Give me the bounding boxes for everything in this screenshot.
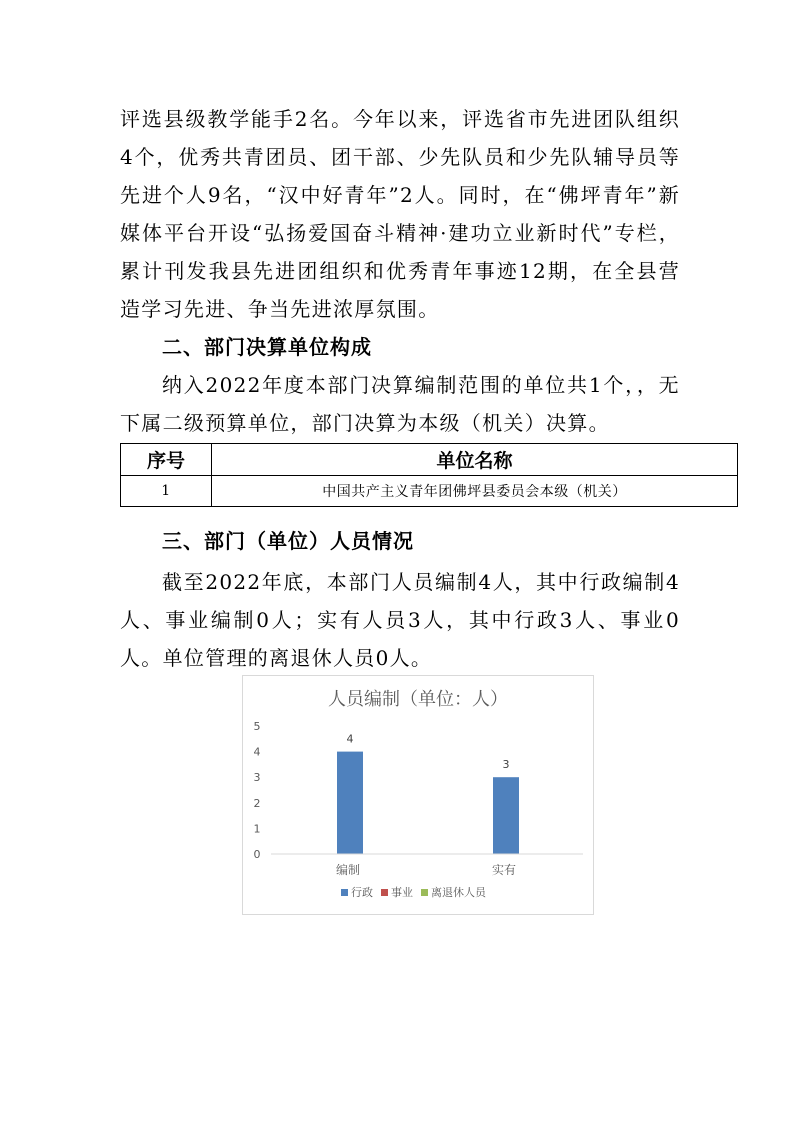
legend-swatch: [381, 889, 388, 896]
data-labels-group: [347, 733, 510, 772]
paragraph-achievements: 评选县级教学能手2名。今年以来，评选省市先进团队组织4个，优秀共青团员、团干部、少先队员和少先队辅导员等先进个人9名，“汉中好青年”2人。同时，在“佛坪青年”新媒体平台开设“弘扬爱国奋斗精神·建功立业新时代”专栏，累计刊发我县先进团组织和优秀青年事迹12期，在全县营造学习先进、争当先进浓厚氛围。: [120, 107, 680, 321]
legend-swatch: [341, 889, 348, 896]
legend-swatch: [421, 889, 428, 896]
section-heading-staff: 三、部门（单位）人员情况: [162, 529, 414, 553]
x-tick-label: 编制: [335, 863, 361, 877]
section-heading-units: 二、部门决算单位构成: [162, 335, 372, 359]
cell-unit-name: 中国共产主义青年团佛坪县委员会本级（机关）: [212, 476, 738, 507]
y-tick-label: 0: [253, 848, 261, 861]
table-row: [121, 476, 738, 507]
chart-svg: [243, 676, 593, 914]
paragraph-units: 纳入2022年度本部门决算编制范围的单位共1个，，无下属二级预算单位，部门决算为本级（机关）决算。: [120, 373, 680, 435]
legend-label: 事业: [391, 886, 413, 899]
y-tick-label: 5: [253, 720, 261, 733]
bar-行政: [493, 777, 519, 854]
y-tick-label: 3: [253, 771, 261, 785]
cell-index: 1: [121, 476, 212, 507]
legend-label: 离退休人员: [431, 886, 486, 899]
chart-legend: [341, 885, 487, 899]
header-index: 序号: [121, 444, 212, 476]
y-axis: [254, 720, 261, 861]
y-tick-label: 4: [253, 745, 261, 759]
x-tick-label: 实有: [491, 863, 517, 877]
staff-chart: [242, 675, 594, 915]
paragraph-staff: 截至2022年底，本部门人员编制4人，其中行政编制4人、事业编制0人；实有人员3人，其中行政3人、事业0人。单位管理的离退休人员0人。: [120, 570, 680, 670]
bars-group: [337, 752, 519, 854]
table-header-row: [121, 444, 738, 476]
data-label: 3: [502, 758, 510, 772]
units-table: [120, 443, 738, 507]
legend-label: 行政: [351, 886, 373, 899]
x-axis: [271, 854, 583, 877]
chart-title: 人员编制（单位：人）: [328, 689, 508, 710]
header-unit-name: 单位名称: [212, 444, 738, 476]
data-label: 4: [346, 732, 354, 746]
y-tick-label: 1: [253, 822, 261, 836]
y-tick-label: 2: [253, 796, 261, 810]
bar-行政: [337, 752, 363, 854]
